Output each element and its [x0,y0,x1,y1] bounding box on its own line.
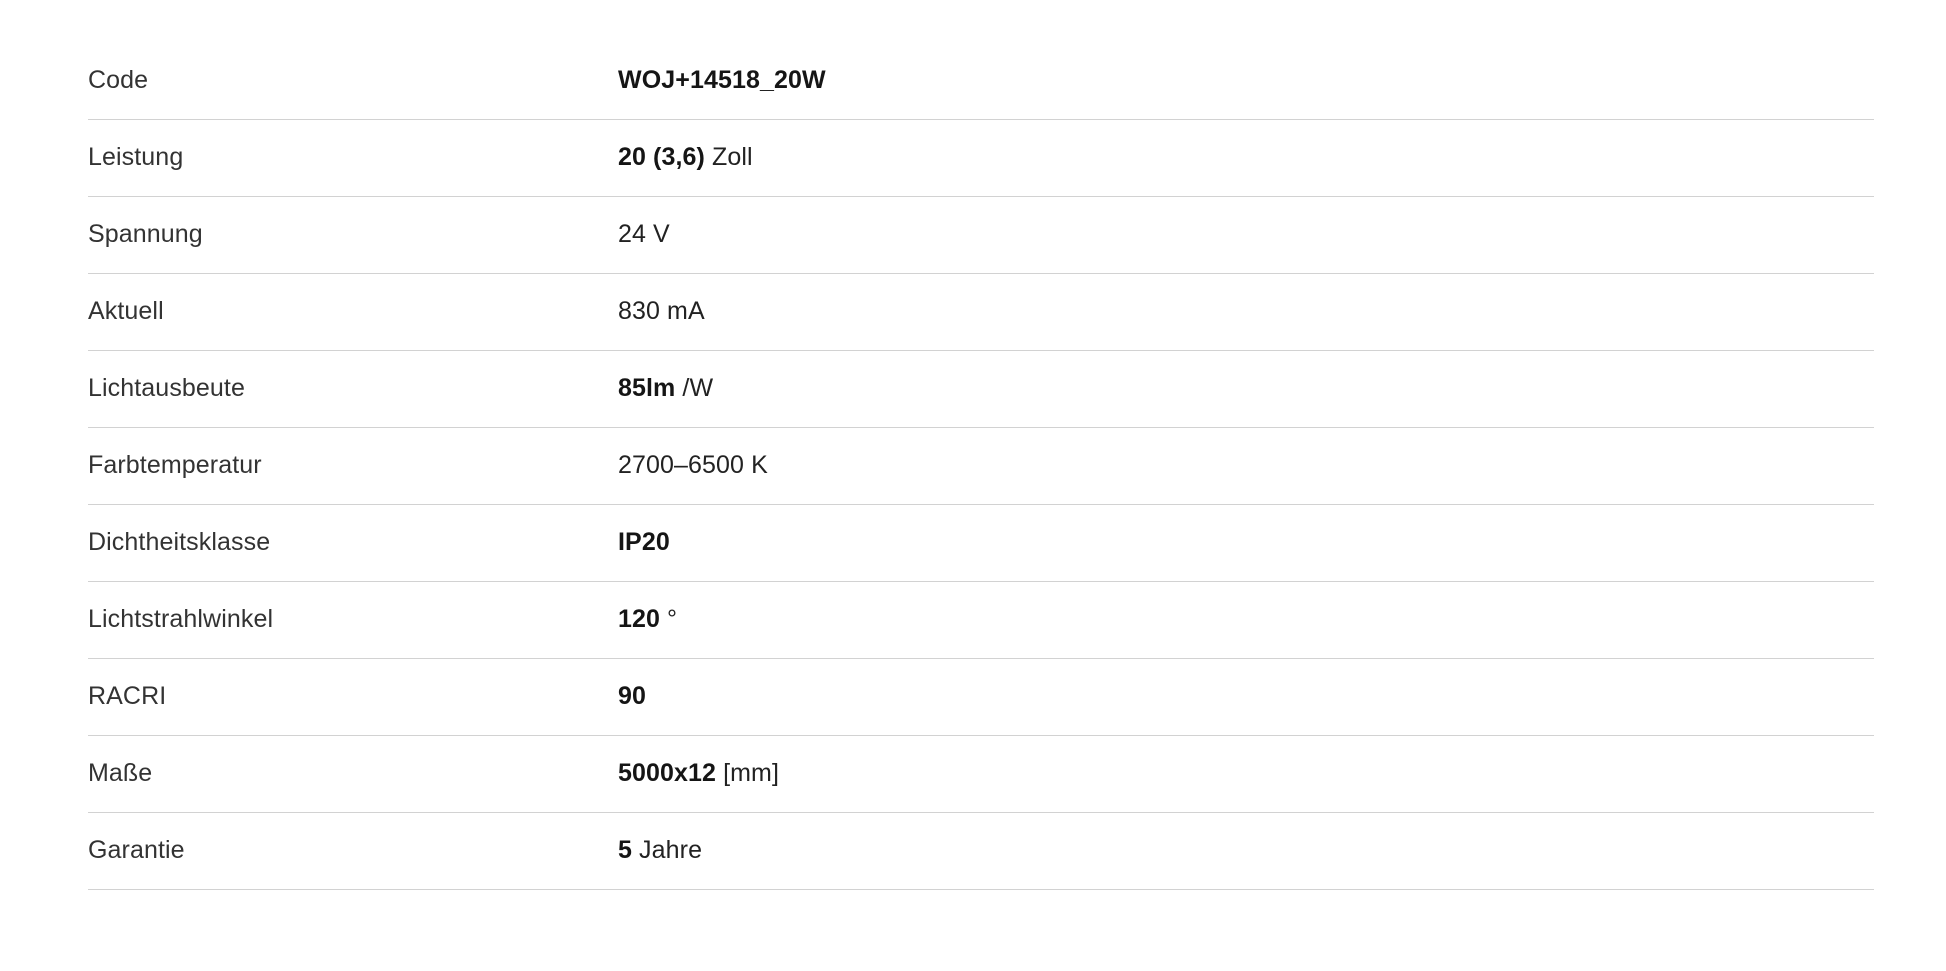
spec-value [618,427,1874,504]
spec-value-rest: Zoll [704,143,753,171]
spec-value [618,196,1874,273]
table-row [88,427,1874,504]
table-row [88,350,1874,427]
table-row [88,581,1874,658]
spec-value-rest: /W [675,374,714,402]
spec-value-strong: 5 [618,836,633,864]
spec-value-rest: [mm] [716,759,780,787]
spec-value [618,735,1874,812]
spec-label: Spannung [88,196,618,273]
spec-value-rest: 830 mA [618,297,705,325]
product-specification-table [88,42,1874,890]
spec-value [618,119,1874,196]
spec-label: Maße [88,735,618,812]
spec-label: Farbtemperatur [88,427,618,504]
spec-value-strong: 20 (3,6) [618,143,705,171]
specification-table-body [88,42,1874,889]
spec-label: Lichtausbeute [88,350,618,427]
spec-label: Leistung [88,119,618,196]
spec-value-rest: ° [660,605,678,633]
spec-value [618,581,1874,658]
table-row [88,42,1874,119]
spec-value [618,504,1874,581]
spec-label: Lichtstrahlwinkel [88,581,618,658]
table-row [88,735,1874,812]
table-row [88,504,1874,581]
spec-value-rest: Jahre [632,836,703,864]
table-row [88,196,1874,273]
spec-value [618,350,1874,427]
spec-value-strong: 5000x12 [618,759,717,787]
spec-value [618,42,1874,119]
spec-value-strong: IP20 [618,528,670,556]
spec-label: Garantie [88,812,618,889]
spec-value-rest: 24 V [618,220,670,248]
table-row [88,273,1874,350]
spec-value-strong: 120 [618,605,661,633]
table-row [88,812,1874,889]
table-row [88,658,1874,735]
table-row [88,119,1874,196]
spec-label: Dichtheitsklasse [88,504,618,581]
spec-value-strong: WOJ+14518_20W [618,65,826,94]
spec-label: Aktuell [88,273,618,350]
spec-value [618,658,1874,735]
spec-label: RACRI [88,658,618,735]
spec-value-rest: 2700–6500 K [618,451,768,479]
spec-value [618,273,1874,350]
spec-label: Code [88,42,618,119]
spec-value [618,812,1874,889]
spec-value-strong: 85lm [618,374,676,402]
spec-value-strong: 90 [618,682,647,710]
